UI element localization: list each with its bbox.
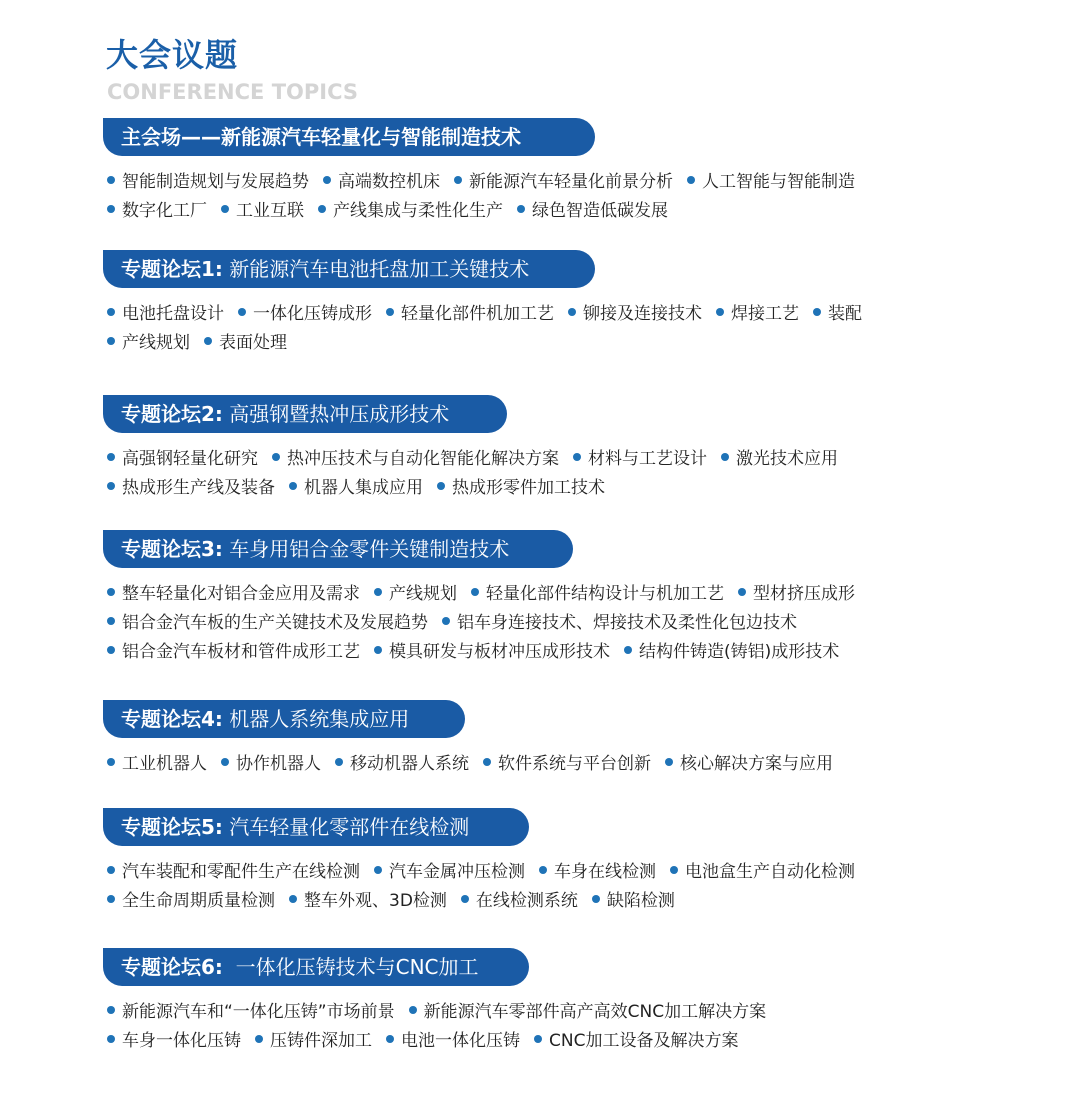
topic-item xyxy=(272,445,559,474)
bullet-dot-icon xyxy=(534,1035,542,1043)
bullet-dot-icon xyxy=(471,588,479,596)
topic-item xyxy=(624,638,839,667)
bullet-dot-icon xyxy=(687,176,695,184)
topic-item-text: 移动机器人系统 xyxy=(350,754,469,774)
bullet-dot-icon xyxy=(318,205,326,213)
topic-item xyxy=(107,197,207,226)
topic-item xyxy=(221,750,321,779)
bullet-dot-icon xyxy=(409,1006,417,1014)
section-label-prefix: 专题论坛2: xyxy=(121,402,223,426)
topic-item-text: CNC加工设备及解决方案 xyxy=(549,1031,739,1051)
topic-item-text: 新能源汽车和“一体化压铸”市场前景 xyxy=(122,1002,395,1022)
topic-item-text: 缺陷检测 xyxy=(606,891,675,911)
topic-item xyxy=(592,887,675,916)
topic-item-text: 轻量化部件结构设计与机加工艺 xyxy=(486,584,724,604)
topic-item xyxy=(813,300,862,329)
topic-item xyxy=(442,609,797,638)
topic-item xyxy=(534,1027,738,1056)
bullet-dot-icon xyxy=(374,866,382,874)
topic-item xyxy=(471,580,724,609)
bullet-dot-icon xyxy=(592,895,600,903)
topic-item-text: 核心解决方案与应用 xyxy=(680,754,833,774)
topic-list xyxy=(107,300,876,358)
bullet-dot-icon xyxy=(517,205,525,213)
topic-item xyxy=(374,638,610,667)
bullet-dot-icon xyxy=(107,176,115,184)
topic-item xyxy=(716,300,799,329)
topic-item xyxy=(374,580,457,609)
section-label-title: 汽车轻量化零部件在线检测 xyxy=(222,815,470,839)
topic-section xyxy=(103,700,847,779)
topic-item-text: 智能制造规划与发展趋势 xyxy=(122,172,309,192)
bullet-dot-icon xyxy=(386,1035,394,1043)
topic-item xyxy=(318,197,503,226)
topic-item-text: 铝合金汽车板材和管件成形工艺 xyxy=(122,642,360,662)
topic-item xyxy=(107,168,309,197)
topic-item-text: 焊接工艺 xyxy=(731,304,799,324)
topic-item xyxy=(107,1027,241,1056)
section-header-pill xyxy=(103,250,595,288)
topic-line xyxy=(107,1027,780,1056)
bullet-dot-icon xyxy=(107,646,115,654)
topic-item-text: 铝合金汽车板的生产关键技术及发展趋势 xyxy=(122,613,428,633)
bullet-dot-icon xyxy=(461,895,469,903)
bullet-dot-icon xyxy=(255,1035,263,1043)
topic-item xyxy=(107,609,428,638)
topic-item xyxy=(409,998,766,1027)
bullet-dot-icon xyxy=(738,588,746,596)
topic-item xyxy=(107,329,190,358)
topic-item xyxy=(107,858,360,887)
topic-line xyxy=(107,300,876,329)
bullet-dot-icon xyxy=(238,308,246,316)
topic-item-text: 工业互联 xyxy=(236,201,304,221)
topic-item xyxy=(687,168,855,197)
topic-line xyxy=(107,858,869,887)
section-label-prefix: 专题论坛5: xyxy=(121,815,223,839)
bullet-dot-icon xyxy=(107,337,115,345)
topic-section xyxy=(103,118,869,226)
topic-item-text: 铆接及连接技术 xyxy=(583,304,702,324)
topic-item-text: 热成形零件加工技术 xyxy=(452,478,605,498)
topic-item-text: 整车外观、3D检测 xyxy=(304,891,447,911)
section-header-pill xyxy=(103,530,573,568)
topic-item-text: 模具研发与板材冲压成形技术 xyxy=(389,642,610,662)
topic-item-text: 协作机器人 xyxy=(236,754,321,774)
topic-item-text: 高端数控机床 xyxy=(338,172,440,192)
bullet-dot-icon xyxy=(107,205,115,213)
topic-item-text: 铝车身连接技术、焊接技术及柔性化包边技术 xyxy=(457,613,797,633)
bullet-dot-icon xyxy=(573,453,581,461)
topic-section xyxy=(103,395,852,503)
bullet-dot-icon xyxy=(221,205,229,213)
topic-item xyxy=(386,1027,520,1056)
topic-line xyxy=(107,609,869,638)
bullet-dot-icon xyxy=(437,482,445,490)
topic-line xyxy=(107,329,876,358)
section-label-title: 新能源汽车电池托盘加工关键技术 xyxy=(222,257,530,281)
bullet-dot-icon xyxy=(107,895,115,903)
topic-item xyxy=(323,168,440,197)
topic-item xyxy=(107,638,360,667)
topic-list xyxy=(107,998,780,1056)
topic-item xyxy=(437,474,605,503)
topic-list xyxy=(107,445,852,503)
topic-item xyxy=(386,300,554,329)
topic-item-text: 表面处理 xyxy=(219,333,287,353)
topic-item xyxy=(461,887,578,916)
topic-item xyxy=(289,474,423,503)
topic-item-text: 车身一体化压铸 xyxy=(122,1031,241,1051)
section-header-pill xyxy=(103,118,595,156)
topic-item-text: 电池托盘设计 xyxy=(122,304,224,324)
bullet-dot-icon xyxy=(107,482,115,490)
bullet-dot-icon xyxy=(665,758,673,766)
topic-list xyxy=(107,750,847,779)
topic-item-text: 全生命周期质量检测 xyxy=(122,891,275,911)
topic-line xyxy=(107,197,869,226)
topic-item-text: 绿色智造低碳发展 xyxy=(532,201,668,221)
section-label-prefix: 专题论坛3: xyxy=(121,537,223,561)
bullet-dot-icon xyxy=(624,646,632,654)
topic-item xyxy=(107,887,275,916)
topic-item xyxy=(517,197,668,226)
bullet-dot-icon xyxy=(386,308,394,316)
topic-section xyxy=(103,948,780,1056)
topic-item xyxy=(107,445,258,474)
topic-item xyxy=(374,858,525,887)
topic-line xyxy=(107,580,869,609)
topic-item xyxy=(221,197,304,226)
section-header-pill xyxy=(103,808,529,846)
topic-item-text: 电池盒生产自动化检测 xyxy=(685,862,855,882)
topic-item-text: 型材挤压成形 xyxy=(753,584,855,604)
topic-line xyxy=(107,887,869,916)
bullet-dot-icon xyxy=(221,758,229,766)
topic-item-text: 汽车金属冲压检测 xyxy=(389,862,525,882)
bullet-dot-icon xyxy=(107,866,115,874)
topic-item xyxy=(568,300,702,329)
topic-item xyxy=(107,580,360,609)
topic-line xyxy=(107,474,852,503)
topic-item xyxy=(454,168,673,197)
section-label-title: 车身用铝合金零件关键制造技术 xyxy=(222,537,510,561)
topic-item-text: 轻量化部件机加工艺 xyxy=(401,304,554,324)
bullet-dot-icon xyxy=(289,895,297,903)
topic-section xyxy=(103,250,876,358)
topic-line xyxy=(107,998,780,1027)
bullet-dot-icon xyxy=(107,453,115,461)
topic-item xyxy=(107,300,224,329)
bullet-dot-icon xyxy=(374,588,382,596)
topic-item xyxy=(107,750,207,779)
topic-item-text: 材料与工艺设计 xyxy=(588,449,707,469)
topic-item xyxy=(573,445,707,474)
section-label-prefix: 专题论坛4: xyxy=(121,707,223,731)
topic-item-text: 新能源汽车零部件高产高效CNC加工解决方案 xyxy=(423,1002,767,1022)
topic-item xyxy=(539,858,656,887)
topic-item-text: 电池一体化压铸 xyxy=(401,1031,520,1051)
section-label-prefix: 专题论坛6: xyxy=(121,955,223,979)
topic-item-text: 机器人集成应用 xyxy=(304,478,423,498)
topic-item-text: 数字化工厂 xyxy=(122,201,207,221)
topic-item xyxy=(738,580,855,609)
topic-item xyxy=(107,998,395,1027)
topic-item-text: 汽车装配和零配件生产在线检测 xyxy=(122,862,360,882)
topic-item-text: 在线检测系统 xyxy=(475,891,578,911)
topic-item-text: 产线集成与柔性化生产 xyxy=(333,201,503,221)
bullet-dot-icon xyxy=(721,453,729,461)
topic-item-text: 工业机器人 xyxy=(122,754,207,774)
bullet-dot-icon xyxy=(289,482,297,490)
bullet-dot-icon xyxy=(374,646,382,654)
topic-item xyxy=(238,300,372,329)
bullet-dot-icon xyxy=(335,758,343,766)
bullet-dot-icon xyxy=(107,758,115,766)
topic-item-text: 产线规划 xyxy=(389,584,457,604)
topic-item-text: 一体化压铸成形 xyxy=(253,304,372,324)
bullet-dot-icon xyxy=(272,453,280,461)
topic-item-text: 热冲压技术与自动化智能化解决方案 xyxy=(287,449,559,469)
topic-item-text: 激光技术应用 xyxy=(736,449,838,469)
bullet-dot-icon xyxy=(670,866,678,874)
bullet-dot-icon xyxy=(813,308,821,316)
topic-item-text: 整车轻量化对铝合金应用及需求 xyxy=(122,584,360,604)
topic-item xyxy=(107,474,275,503)
topic-item xyxy=(204,329,287,358)
topic-line xyxy=(107,638,869,667)
topic-item xyxy=(255,1027,372,1056)
topic-item xyxy=(289,887,447,916)
section-label-title: 机器人系统集成应用 xyxy=(222,707,410,731)
bullet-dot-icon xyxy=(716,308,724,316)
topic-section xyxy=(103,530,869,667)
bullet-dot-icon xyxy=(204,337,212,345)
topic-item-text: 车身在线检测 xyxy=(554,862,656,882)
topic-item-text: 软件系统与平台创新 xyxy=(498,754,651,774)
section-header-pill xyxy=(103,948,529,986)
bullet-dot-icon xyxy=(454,176,462,184)
topic-item-text: 装配 xyxy=(828,304,862,324)
topic-item-text: 新能源汽车轻量化前景分析 xyxy=(469,172,673,192)
bullet-dot-icon xyxy=(107,617,115,625)
topic-item-text: 产线规划 xyxy=(122,333,190,353)
bullet-dot-icon xyxy=(107,1006,115,1014)
topic-item xyxy=(335,750,469,779)
topic-list xyxy=(107,168,869,226)
topic-item-text: 压铸件深加工 xyxy=(270,1031,372,1051)
topic-item xyxy=(665,750,833,779)
section-label-prefix: 主会场——新能源汽车轻量化与智能制造技术 xyxy=(121,125,521,149)
bullet-dot-icon xyxy=(107,308,115,316)
section-header-pill xyxy=(103,395,507,433)
page-title: 大会议题 xyxy=(106,36,239,74)
bullet-dot-icon xyxy=(323,176,331,184)
topic-item-text: 人工智能与智能制造 xyxy=(702,172,855,192)
section-label-title: 一体化压铸技术与CNC加工 xyxy=(222,955,479,979)
section-label-prefix: 专题论坛1: xyxy=(121,257,223,281)
bullet-dot-icon xyxy=(539,866,547,874)
topic-item xyxy=(483,750,651,779)
topic-item xyxy=(721,445,838,474)
topic-list xyxy=(107,858,869,916)
topic-item xyxy=(670,858,855,887)
topic-item-text: 高强钢轻量化研究 xyxy=(122,449,258,469)
topic-section xyxy=(103,808,869,916)
topic-item-text: 热成形生产线及装备 xyxy=(122,478,275,498)
topic-list xyxy=(107,580,869,667)
section-header-pill xyxy=(103,700,465,738)
page-subtitle-en: CONFERENCE TOPICS xyxy=(107,80,358,104)
bullet-dot-icon xyxy=(442,617,450,625)
topic-item-text: 结构件铸造(铸铝)成形技术 xyxy=(639,642,840,662)
topic-line xyxy=(107,750,847,779)
topic-line xyxy=(107,445,852,474)
bullet-dot-icon xyxy=(568,308,576,316)
section-label-title: 高强钢暨热冲压成形技术 xyxy=(222,402,450,426)
bullet-dot-icon xyxy=(107,1035,115,1043)
bullet-dot-icon xyxy=(107,588,115,596)
topic-line xyxy=(107,168,869,197)
bullet-dot-icon xyxy=(483,758,491,766)
